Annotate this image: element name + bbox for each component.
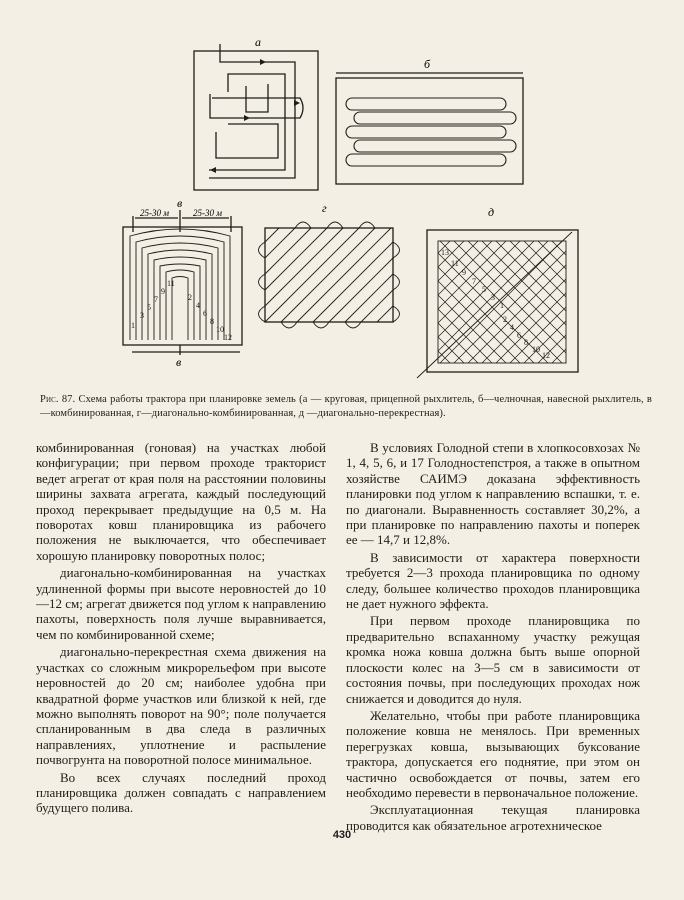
figure-number: Рис. 87. [40, 394, 76, 405]
d-number: 12 [542, 351, 550, 360]
paragraph: комбинированная (гоновая) на участках любой конфигурации; при первом проходе тракторист ведет агрегат от края поля на расстоянии половины ширины захвата агрегата, каждый последующий проход перекрывает предыдущие на 0,5 м. На поворотах ковш планировщика из рабочего положения не выключается, что обеспечивает хорошую планировку поворотных полос; [36, 440, 326, 563]
caption-text: Схема работы трактора при планировке земель (а — круговая, прицепной рыхлитель, б—челночная, навесной рыхлитель, в—комбинированная, г—диагонально-комбинированная, д —диагонально-перекрестная). [40, 394, 652, 419]
scheme-a-circular [194, 44, 318, 190]
figure-87-tractor-schemes [0, 0, 684, 395]
figure-label-g: г [322, 201, 327, 215]
d-number: 6 [517, 331, 521, 340]
d-number: 1 [500, 301, 504, 310]
scheme-b-shuttle [336, 73, 523, 184]
v-number: 2 [188, 293, 192, 302]
paragraph: В зависимости от характера поверхности требуется 2—3 прохода планировщика по одному следу, большее количество проходов планировщика не дает нужного эффекта. [346, 549, 640, 612]
v-number: 10 [216, 325, 224, 334]
figure-label-b: б [424, 57, 431, 71]
v-number: 8 [210, 317, 214, 326]
figure-label-a: а [255, 35, 261, 49]
figure-caption [40, 393, 652, 421]
d-number: 2 [503, 315, 507, 324]
d-number: 3 [491, 293, 495, 302]
v-number: 1 [131, 321, 135, 330]
v-number: 9 [161, 287, 165, 296]
paragraph: диагонально-комбинированная на участках удлиненной формы при высоте неровностей до 10—12 см; агрегат движется под углом к направлению пахоты, поверхность поля лучше выравнивается, чем по комбинированной схеме; [36, 565, 326, 642]
page-number: 430 [332, 829, 352, 841]
paragraph: Во всех случаях последний проход планировщика должен совпадать с направлением будущего полива. [36, 769, 326, 816]
d-number: 7 [472, 277, 476, 286]
v-number: 12 [224, 333, 232, 342]
d-number: 4 [510, 323, 514, 332]
d-number: 11 [451, 259, 459, 268]
v-number: 4 [196, 301, 200, 310]
paragraph: диагонально-перекрестная схема движения на участках со сложным микрорельефом при высоте неровностей до 20 см; наиболее удобна при квадратной форме участков или близкой к ней, где можно выполнять поворот на 90°; поле получается спланированным в два следа в различных направлениях, уплотнение и распыление почвогрунта на поворотной полосе минимальное. [36, 644, 326, 768]
d-number: 5 [482, 285, 486, 294]
v-number: 3 [140, 311, 144, 320]
dimension-left: 25-30 м [140, 208, 169, 218]
paragraph: В условиях Голодной степи в хлопкосовхозах № 1, 4, 5, 6, и 17 Голодностепстроя, а также в опытном хозяйстве САИМЭ доказана эффективность планировки под углом к направлению вспашки, т. е. по диагонали. Выравненность составляет 30,2%, а при планировке по направлению пахоты и поперек ее — 14,7 и 12,8%. [346, 440, 640, 548]
paragraph: При первом проходе планировщика по предварительно вспаханному участку режущая кромка ножа ковша должна быть выше опорной плоскости колес на 3—5 см в зависимости от состояния почвы, при последующих проходах нож снижается и доводится до нуля. [346, 613, 640, 706]
figure-label-v-bottom: в [176, 355, 182, 369]
paragraph: Желательно, чтобы при работе планировщика положение ковша не менялось. При временных перегрузках ковша, вызывающих буксование трактора, допускается его поднятие, при этом он частично освобождается от почвы, затем его необходимо перевести в первоначальное положение. [346, 707, 640, 800]
paragraph: Эксплуатационная текущая планировка проводится как обязательное агротехническое [346, 802, 640, 833]
right-column [346, 440, 640, 835]
d-number: 8 [524, 338, 528, 347]
left-column [36, 440, 326, 818]
d-number: 9 [462, 268, 466, 277]
v-number: 7 [154, 295, 158, 304]
dimension-right: 25-30 м [193, 208, 222, 218]
v-number: 5 [147, 303, 151, 312]
figure-label-d: д [488, 205, 495, 219]
d-number: 10 [532, 345, 540, 354]
scheme-g-diagonal-combined [259, 222, 400, 328]
v-number: 11 [167, 279, 175, 288]
v-number: 6 [203, 309, 207, 318]
d-number: 13 [441, 248, 449, 257]
figure-label-v: в [177, 196, 183, 210]
